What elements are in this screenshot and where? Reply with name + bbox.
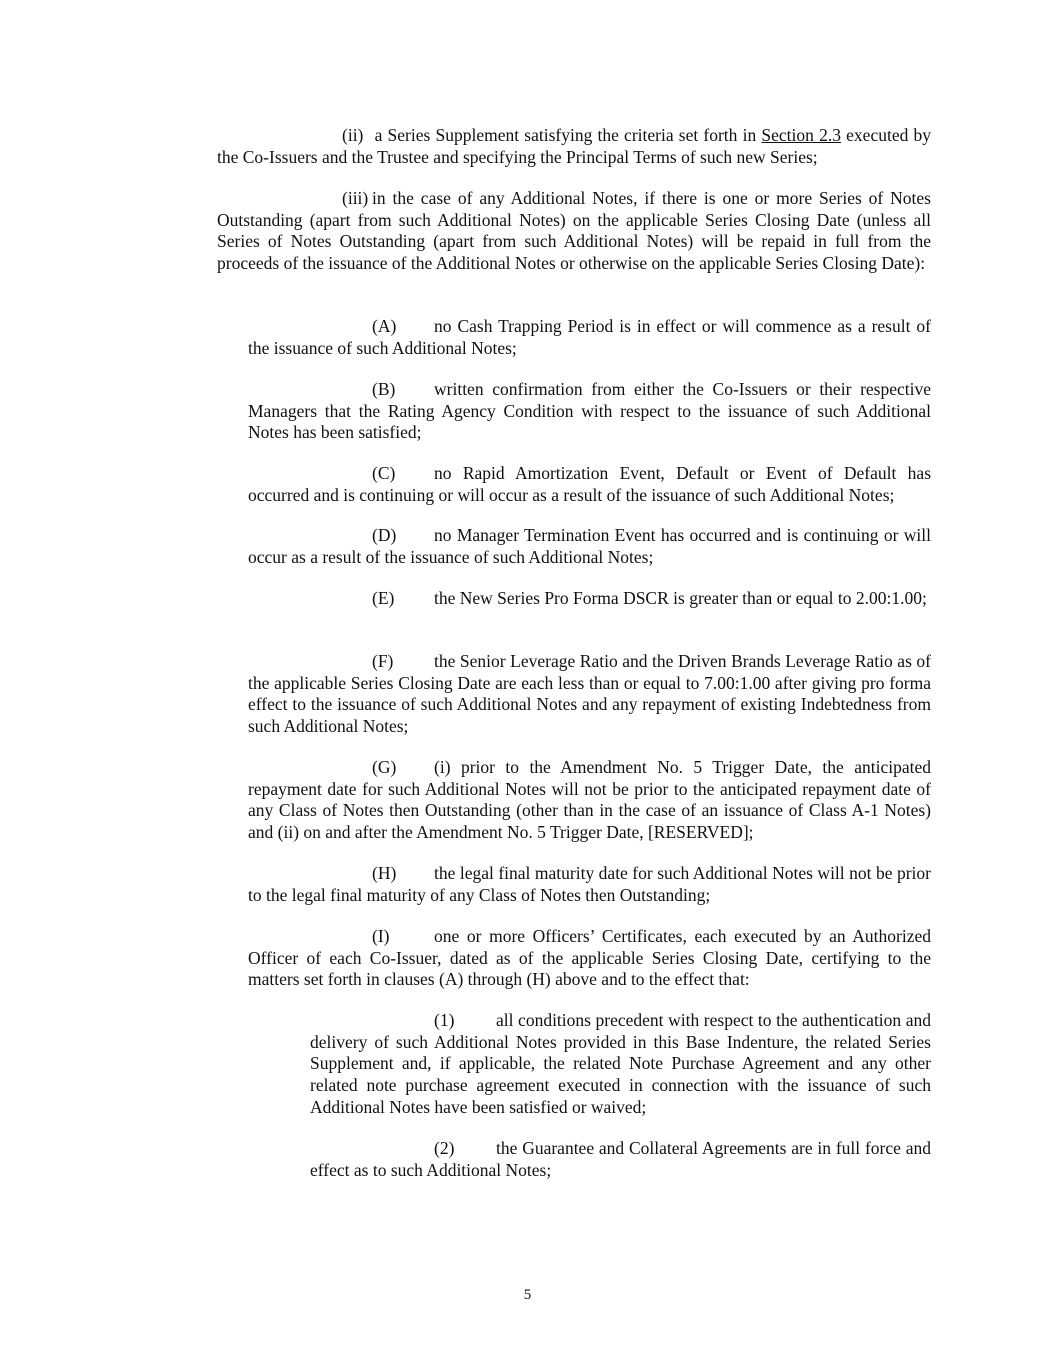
clause-b bbox=[248, 379, 931, 444]
clause-marker: (B) bbox=[372, 379, 396, 399]
paragraph-text: a Series Supplement satisfying the criteria set forth in bbox=[374, 125, 757, 145]
clause-text: the Senior Leverage Ratio and the Driven Brands Leverage Ratio as of the applicable Series Closing Date are each less than or equal to 7.00:1.00 after giving pro forma effect to the issuance of such Additional Notes and any repayment of existing Indebtedness from such Additional Notes; bbox=[248, 651, 931, 737]
paragraph-ii bbox=[217, 125, 931, 168]
clause-text: written confirmation from either the Co-Issuers or their respective Managers that the Rating Agency Condition with respect to the issuance of such Additional Notes has been satisfied; bbox=[248, 379, 931, 443]
subclause-text: the Guarantee and Collateral Agreements are in full force and effect as to such Additional Notes; bbox=[310, 1138, 931, 1180]
clause-c bbox=[248, 463, 931, 506]
clause-text: (i) prior to the Amendment No. 5 Trigger Date, the anticipated repayment date for such Additional Notes will not be prior to the anticipated repayment date of any Class of Notes then Outstanding (other than in the case of an issuance of Class A-1 Notes) and (ii) on and after the Amendment No. 5 Trigger Date, [RESERVED]; bbox=[248, 757, 931, 843]
clause-marker: (A) bbox=[372, 316, 397, 336]
subclause-marker: (2) bbox=[434, 1138, 455, 1158]
subclause-text: all conditions precedent with respect to the authentication and delivery of such Additional Notes provided in this Base Indenture, the related Series Supplement and, if applicable, the related Note Purchase Agreement and any other related note purchase agreement executed in connection with the issuance of such Additional Notes have been satisfied or waived; bbox=[310, 1010, 931, 1117]
clause-g bbox=[248, 757, 931, 844]
clause-marker: (F) bbox=[372, 651, 394, 671]
clause-d bbox=[248, 525, 931, 568]
clause-marker: (C) bbox=[372, 463, 396, 483]
page-number: 5 bbox=[523, 1287, 532, 1303]
paragraph-marker: (ii) bbox=[342, 125, 364, 145]
clause-a bbox=[248, 316, 931, 359]
clause-marker: (I) bbox=[372, 926, 390, 946]
clause-f bbox=[248, 651, 931, 738]
subclause-marker: (1) bbox=[434, 1010, 455, 1030]
clause-marker: (H) bbox=[372, 863, 397, 883]
clause-text: no Rapid Amortization Event, Default or Event of Default has occurred and is continuing or will occur as a result of the issuance of such Additional Notes; bbox=[248, 463, 931, 505]
section-reference-link[interactable]: Section 2.3 bbox=[761, 125, 841, 145]
paragraph-marker: (iii) bbox=[342, 188, 369, 208]
subclause-2 bbox=[310, 1138, 931, 1181]
paragraph-text: in the case of any Additional Notes, if there is one or more Series of Notes Outstanding (apart from such Additional Notes) on the applicable Series Closing Date (unless all Series of Notes Outstanding (apart from such Additional Notes) will be repaid in full from the proceeds of the issuance of the Additional Notes or otherwise on the applicable Series Closing Date): bbox=[217, 188, 931, 274]
clause-text: no Cash Trapping Period is in effect or will commence as a result of the issuance of such Additional Notes; bbox=[248, 316, 931, 358]
clause-marker: (E) bbox=[372, 588, 395, 608]
clause-marker: (G) bbox=[372, 757, 397, 777]
clause-marker: (D) bbox=[372, 525, 397, 545]
paragraph-text: executed by the Co-Issuers and the Trustee and specifying the Principal Terms of such new Series; bbox=[217, 125, 932, 167]
clause-e bbox=[248, 588, 931, 610]
clause-text: no Manager Termination Event has occurred and is continuing or will occur as a result of the issuance of such Additional Notes; bbox=[248, 525, 931, 567]
clause-h bbox=[248, 863, 931, 906]
clause-text: the legal final maturity date for such Additional Notes will not be prior to the legal final maturity of any Class of Notes then Outstanding; bbox=[248, 863, 931, 905]
paragraph-iii bbox=[217, 188, 931, 275]
subclause-1 bbox=[310, 1010, 931, 1119]
clause-text: one or more Officers’ Certificates, each executed by an Authorized Officer of each Co-Issuer, dated as of the applicable Series Closing Date, certifying to the matters set forth in clauses (A) through (H) above and to the effect that: bbox=[248, 926, 931, 990]
clause-i bbox=[248, 926, 931, 991]
clause-text: the New Series Pro Forma DSCR is greater than or equal to 2.00:1.00; bbox=[434, 588, 927, 608]
